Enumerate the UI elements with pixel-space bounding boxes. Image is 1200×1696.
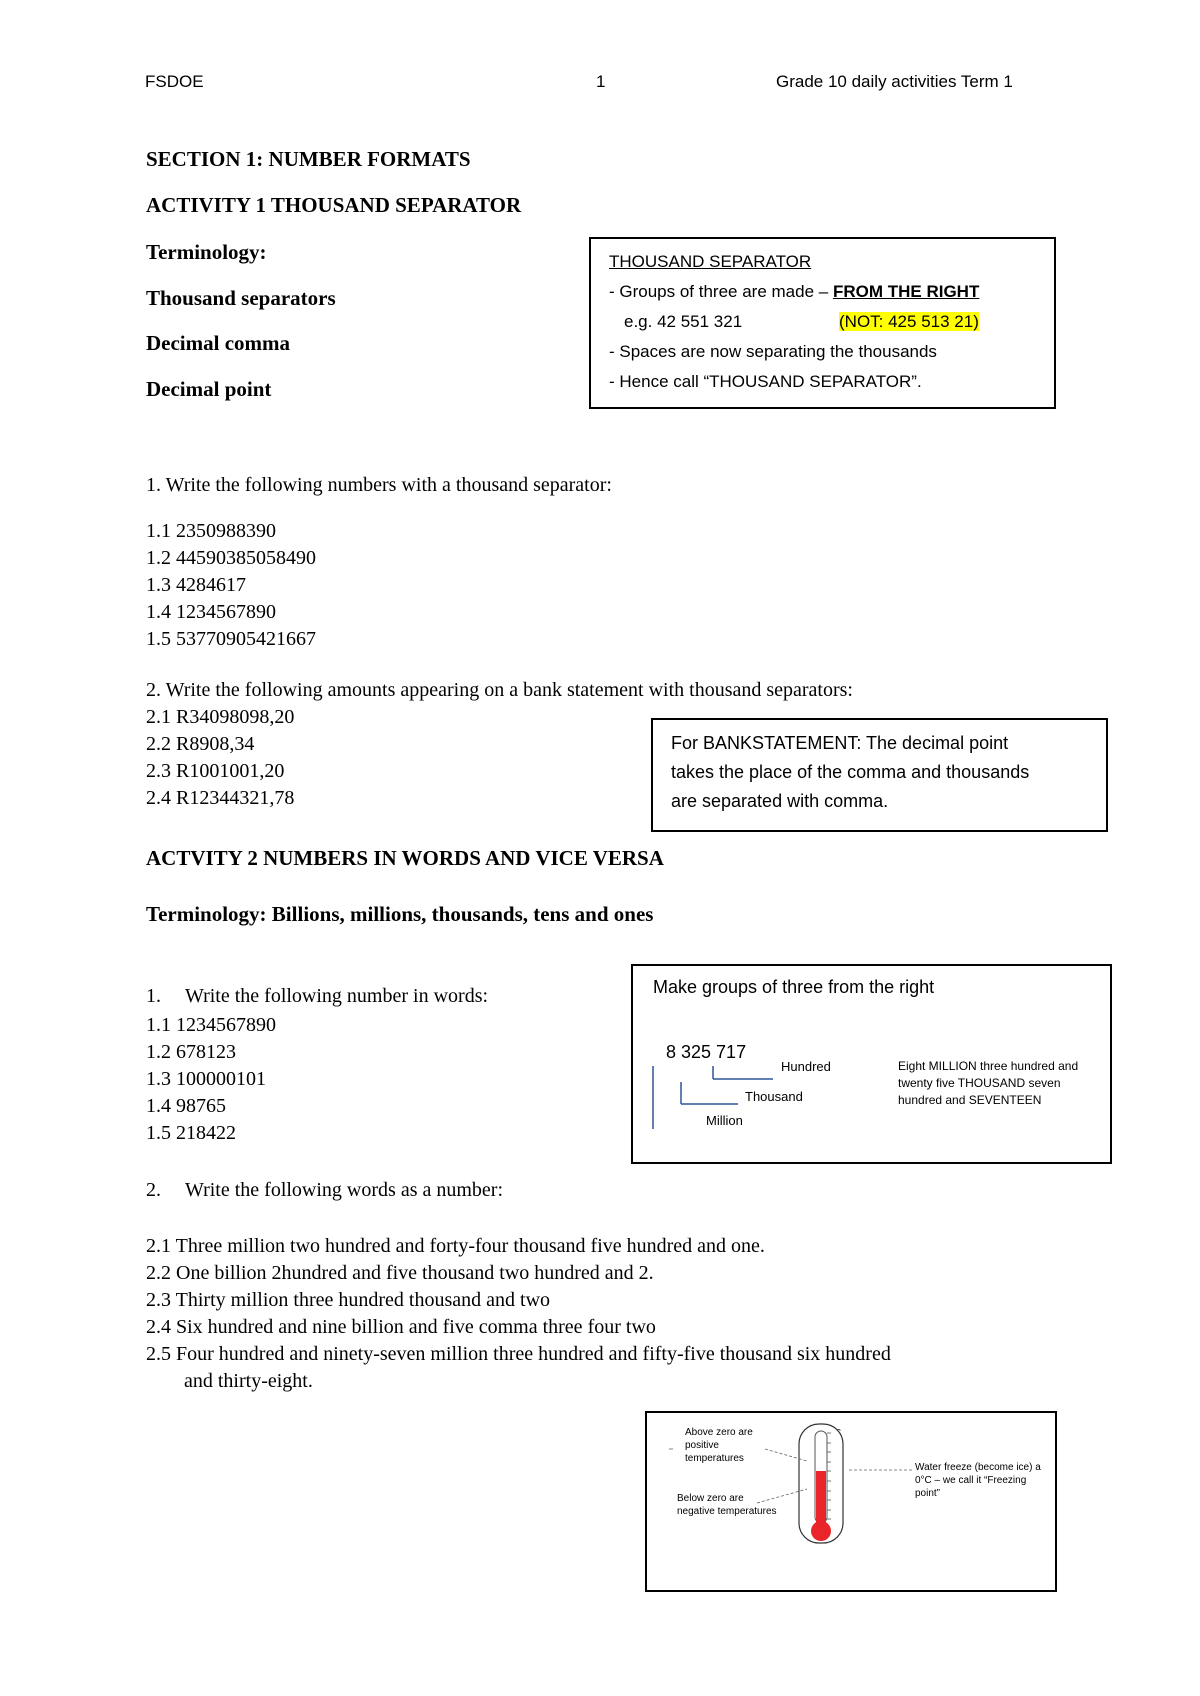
below-zero-label: Below zero are negative temperatures: [677, 1493, 777, 1517]
term-decimal-point: Decimal point: [146, 377, 272, 401]
a1-q2-prompt: 2. Write the following amounts appearing on a bank statement with thousand separators:: [146, 679, 853, 701]
a2-q1-prompt: 1. Write the following number in words:: [146, 985, 489, 1007]
not-example-highlight: (NOT: 425 513 21): [839, 312, 979, 331]
list-item: 1.3 4284617: [146, 574, 246, 596]
box-line-groups: - Groups of three are made – FROM THE RIGHT: [609, 282, 980, 301]
page-number: 1: [596, 72, 606, 91]
box-title: THOUSAND SEPARATOR: [609, 252, 812, 271]
list-item: 1.5 53770905421667: [146, 628, 316, 650]
bank-box-line: For BANKSTATEMENT: The decimal point: [671, 733, 1009, 753]
list-item: 1.4 98765: [146, 1095, 226, 1117]
list-item: 1.1 2350988390: [146, 520, 276, 542]
above-zero-label: Above zero are positive temperatures: [685, 1427, 753, 1464]
list-item: 2.4 Six hundred and nine billion and five comma three four two: [146, 1316, 656, 1338]
list-item: 2.2 One billion 2hundred and five thousand two hundred and 2.: [146, 1262, 654, 1284]
term-thousand-separators: Thousand separators: [146, 286, 336, 310]
bank-box-line: are separated with comma.: [671, 791, 889, 811]
label-thousand: Thousand: [745, 1089, 803, 1104]
list-item: 2.1 Three million two hundred and forty-four thousand five hundred and one.: [146, 1235, 765, 1257]
list-item: 1.2 44590385058490: [146, 547, 316, 569]
thermometer-box: [645, 1411, 1057, 1592]
a2-q2-list: [146, 1233, 891, 1395]
list-item: 1.1 1234567890: [146, 1014, 276, 1036]
thermometer-icon: [647, 1413, 1055, 1590]
list-item: 1.5 218422: [146, 1122, 236, 1144]
list-item: 2.4 R12344321,78: [146, 787, 295, 809]
bank-box-line: takes the place of the comma and thousands: [671, 762, 1030, 782]
list-item: 2.2 R8908,34: [146, 733, 255, 755]
a2-q2-prompt: 2. Write the following words as a number:: [146, 1179, 504, 1201]
activity1-title: ACTIVITY 1 THOUSAND SEPARATOR: [146, 193, 522, 217]
bank-statement-info-box: [651, 718, 1108, 832]
a1-q1-list: [146, 518, 316, 653]
header-left: FSDOE: [145, 72, 204, 91]
groups-box-title: Make groups of three from the right: [653, 977, 935, 997]
label-million: Million: [706, 1113, 743, 1128]
groups-words: Eight MILLION three hundred and twenty five THOUSAND seven hundred and SEVENTEEN: [898, 1059, 1079, 1107]
label-hundred: Hundred: [781, 1059, 831, 1074]
activity2-terminology: Terminology: Billions, millions, thousands, tens and ones: [146, 902, 654, 926]
groups-box-number: 8 325 717: [666, 1042, 747, 1062]
list-item: 2.3 Thirty million three hundred thousand and two: [146, 1289, 551, 1311]
a2-q1-list: [146, 1012, 276, 1147]
terminology-heading: Terminology:: [146, 240, 267, 264]
list-item-continuation: and thirty-eight.: [184, 1370, 313, 1392]
box-line-spaces: - Spaces are now separating the thousands: [609, 342, 937, 361]
section-title: SECTION 1: NUMBER FORMATS: [146, 147, 471, 171]
groups-of-three-box: [631, 964, 1112, 1164]
list-item: 1.4 1234567890: [146, 601, 276, 623]
box-line-hence: - Hence call “THOUSAND SEPARATOR”.: [609, 372, 922, 391]
activity2-title: ACTVITY 2 NUMBERS IN WORDS AND VICE VERSA: [146, 846, 664, 870]
list-item: 2.1 R34098098,20: [146, 706, 295, 728]
list-item: 2.3 R1001001,20: [146, 760, 285, 782]
thousand-separator-info-box: [589, 237, 1056, 409]
a1-q1-prompt: 1. Write the following numbers with a thousand separator:: [146, 474, 612, 496]
header-right: Grade 10 daily activities Term 1: [776, 72, 1013, 91]
freezing-point-label: Water freeze (become ice) a 0°C – we call it “Freezing point”: [915, 1462, 1041, 1499]
box-line-example: e.g. 42 551 321 (NOT: 425 513 21): [624, 312, 979, 331]
term-decimal-comma: Decimal comma: [146, 331, 291, 355]
list-item: 1.2 678123: [146, 1041, 236, 1063]
list-item: 1.3 100000101: [146, 1068, 266, 1090]
a1-q2-list: [146, 704, 294, 812]
list-item: 2.5 Four hundred and ninety-seven million three hundred and fifty-five thousand six hundred: [146, 1343, 891, 1365]
